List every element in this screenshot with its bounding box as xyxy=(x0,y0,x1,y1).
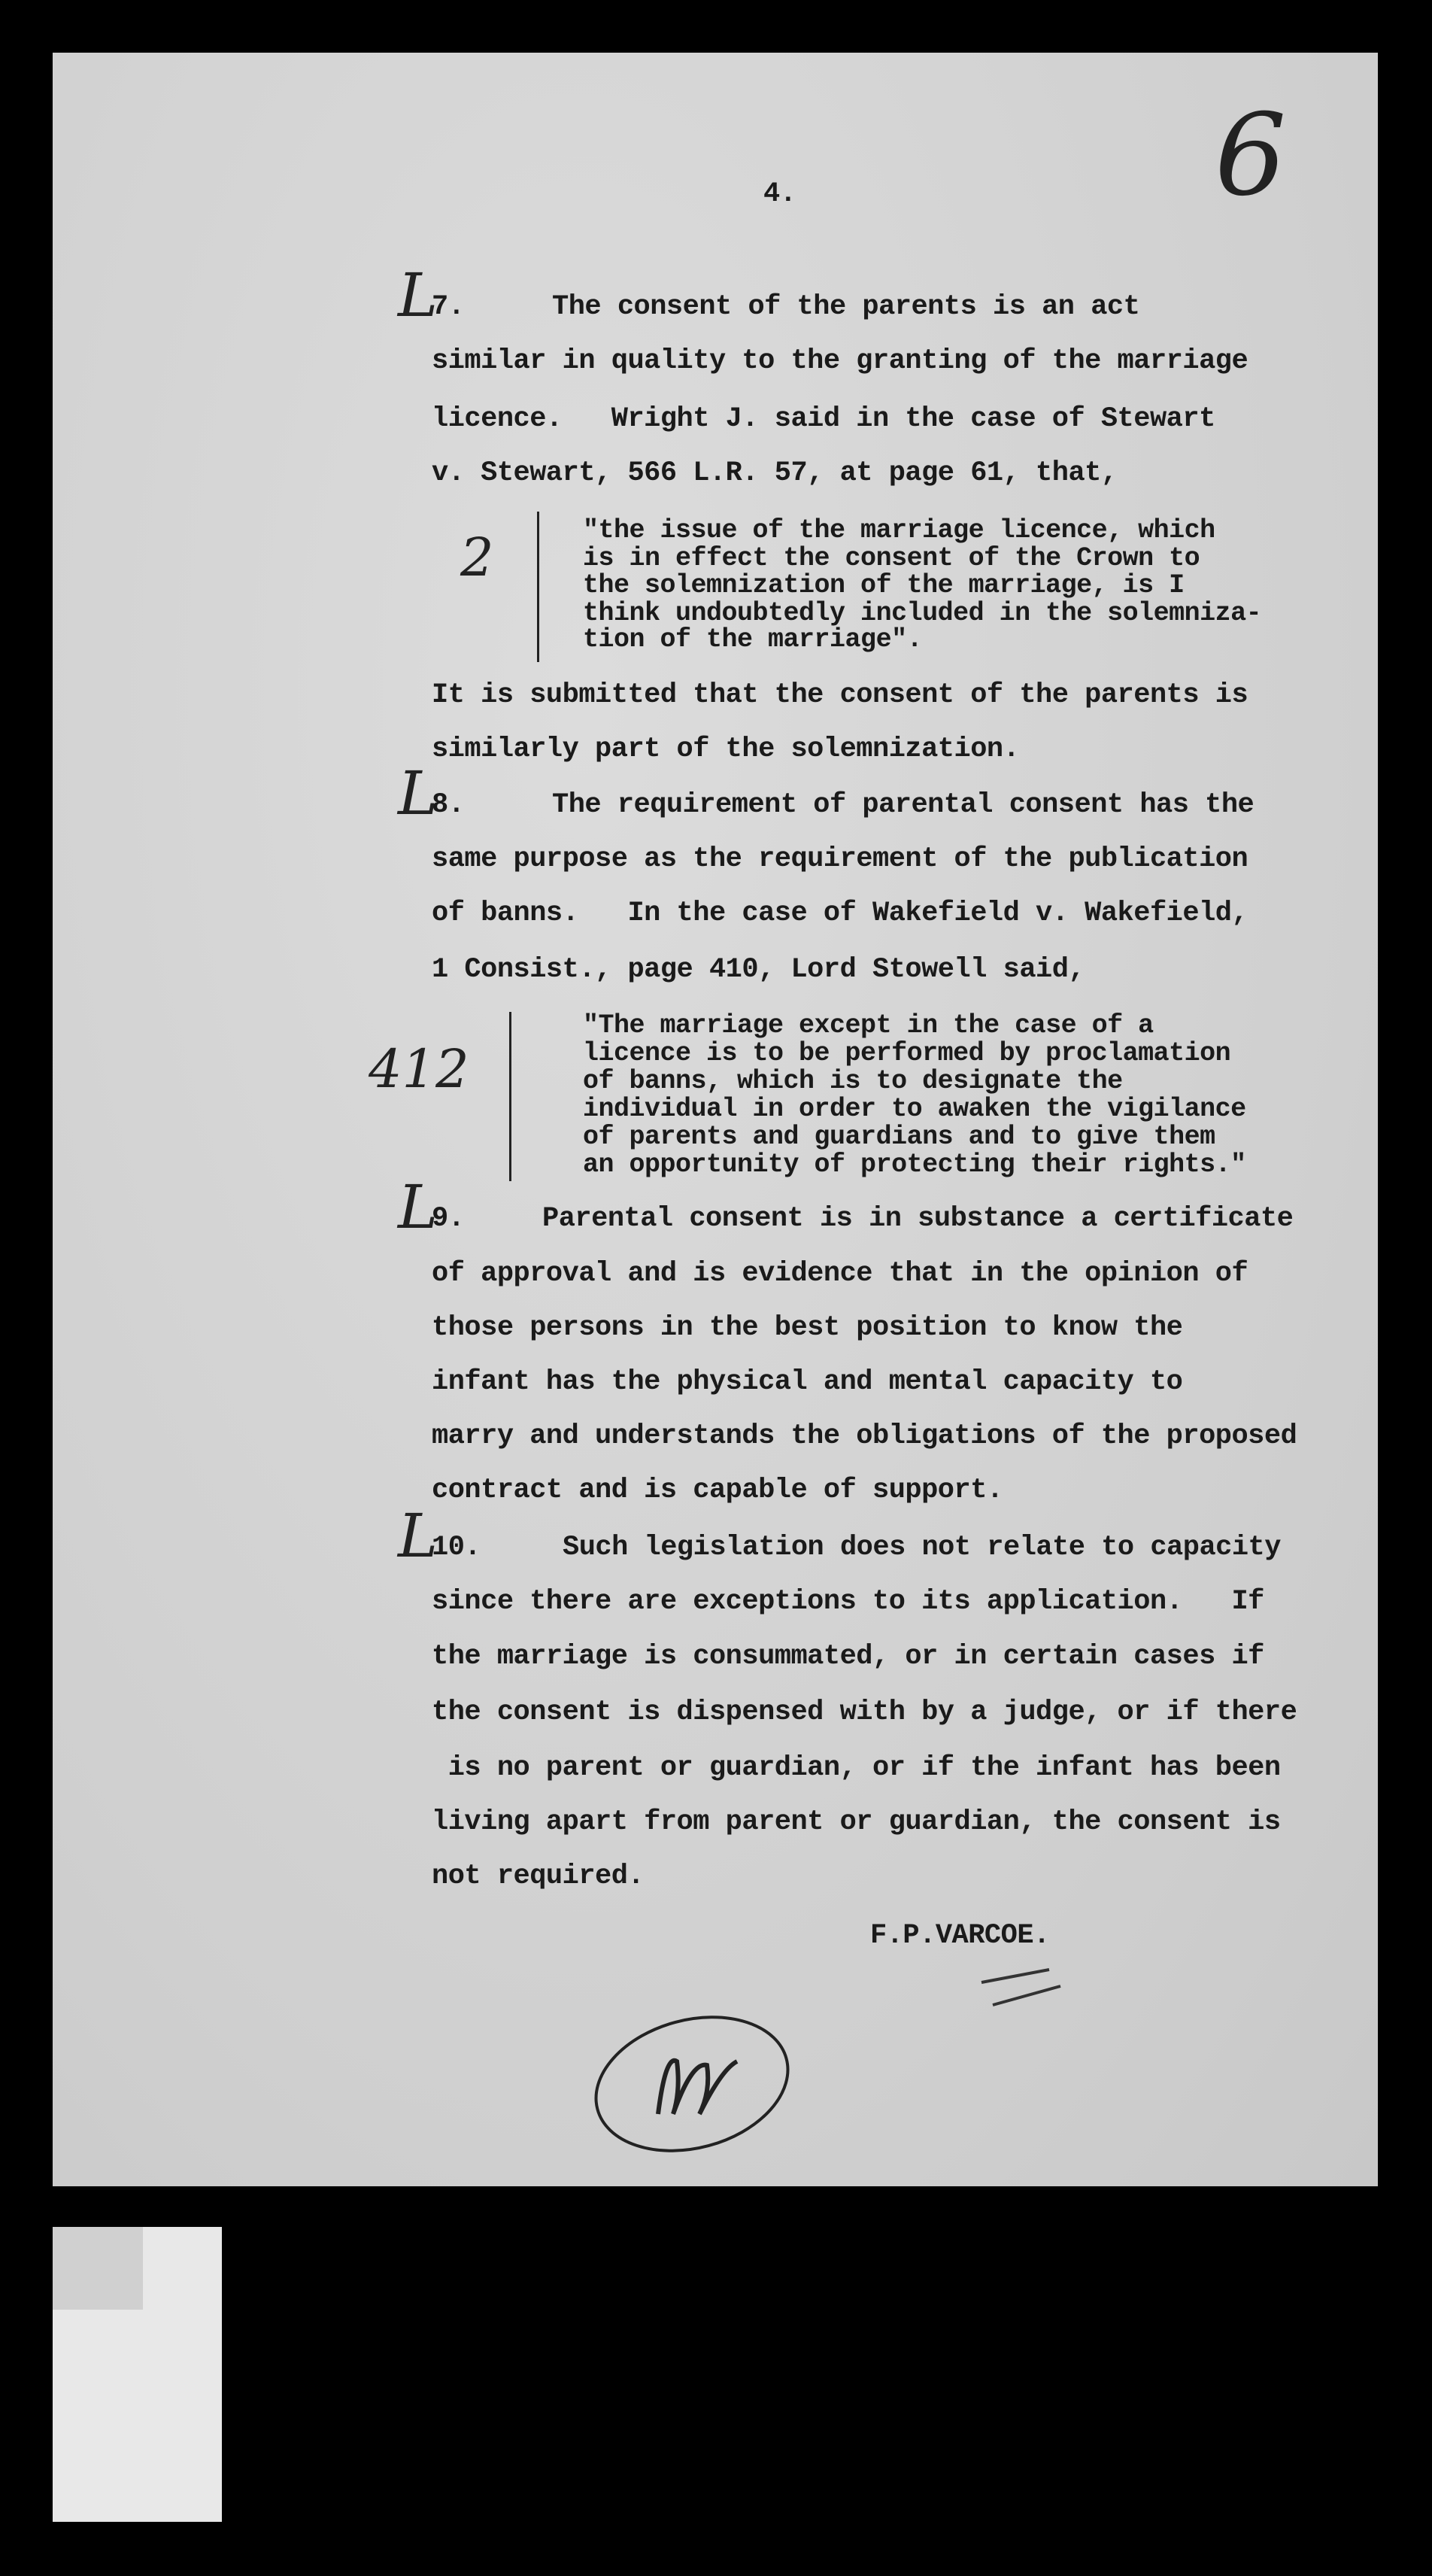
quote-line: is in effect the consent of the Crown to xyxy=(583,543,1200,573)
paragraph-number: 9. xyxy=(432,1203,465,1235)
quote-margin-line xyxy=(509,1012,511,1181)
handwritten-para-mark: L xyxy=(398,1172,438,1242)
handwritten-note: 412 xyxy=(369,1038,469,1100)
quote-line: of parents and guardians and to give them xyxy=(583,1122,1215,1152)
quote-line: "The marriage except in the case of a xyxy=(583,1010,1154,1040)
handwritten-para-mark: L xyxy=(398,260,438,330)
text-line: of approval and is evidence that in the opinion of xyxy=(432,1258,1248,1290)
text-line: contract and is capable of support. xyxy=(432,1475,1003,1506)
handwritten-page-number: 6 xyxy=(1215,90,1287,221)
text-line: since there are exceptions to its application. If xyxy=(432,1586,1264,1618)
text-line: licence. Wright J. said in the case of Stewart xyxy=(432,403,1215,435)
text-line: those persons in the best position to know the xyxy=(432,1312,1183,1344)
quote-line: individual in order to awaken the vigilance xyxy=(583,1094,1246,1124)
quote-line: think undoubtedly included in the solemniza- xyxy=(583,598,1262,628)
text-line: Parental consent is in substance a certificate xyxy=(542,1203,1294,1235)
text-line: not required. xyxy=(432,1861,645,1892)
signature-name: F.P.VARCOE. xyxy=(870,1920,1050,1952)
text-line: living apart from parent or guardian, the consent is xyxy=(432,1806,1281,1838)
handwritten-marks xyxy=(978,1964,1068,2016)
initial-stamp xyxy=(587,2001,812,2167)
paper-scrap-shadow xyxy=(53,2227,143,2310)
paragraph-number: 8. xyxy=(432,789,465,821)
text-line: marry and understands the obligations of the proposed xyxy=(432,1420,1297,1452)
text-line: 1 Consist., page 410, Lord Stowell said, xyxy=(432,954,1085,986)
quote-line: tion of the marriage". xyxy=(583,624,923,655)
quote-line: licence is to be performed by proclamation xyxy=(583,1038,1231,1068)
text-line: the consent is dispensed with by a judge, or if there xyxy=(432,1697,1297,1728)
quote-margin-line xyxy=(537,512,539,662)
text-line: It is submitted that the consent of the parents is xyxy=(432,679,1248,711)
text-line: similar in quality to the granting of the marriage xyxy=(432,345,1248,377)
handwritten-para-mark: L xyxy=(398,1501,438,1571)
paragraph-number: 7. xyxy=(432,291,465,323)
text-line: the marriage is consummated, or in certain cases if xyxy=(432,1641,1264,1672)
text-line: The requirement of parental consent has the xyxy=(552,789,1255,821)
text-line: same purpose as the requirement of the publication xyxy=(432,843,1248,875)
text-line: infant has the physical and mental capacity to xyxy=(432,1366,1183,1398)
page-number: 4. xyxy=(763,178,796,210)
text-line: v. Stewart, 566 L.R. 57, at page 61, that, xyxy=(432,457,1118,489)
text-line: is no parent or guardian, or if the infant has been xyxy=(432,1752,1281,1784)
quote-line: "the issue of the marriage licence, which xyxy=(583,515,1215,545)
quote-line: of banns, which is to designate the xyxy=(583,1066,1123,1096)
handwritten-note: 2 xyxy=(460,527,494,588)
handwritten-para-mark: L xyxy=(398,758,438,828)
text-line: of banns. In the case of Wakefield v. Wakefield, xyxy=(432,898,1248,929)
quote-line: an opportunity of protecting their rights." xyxy=(583,1150,1246,1180)
quote-line: the solemnization of the marriage, is I xyxy=(583,570,1185,600)
text-line: Such legislation does not relate to capacity xyxy=(563,1532,1281,1563)
text-line: similarly part of the solemnization. xyxy=(432,734,1020,765)
text-line: The consent of the parents is an act xyxy=(552,291,1140,323)
paragraph-number: 10. xyxy=(432,1532,481,1563)
